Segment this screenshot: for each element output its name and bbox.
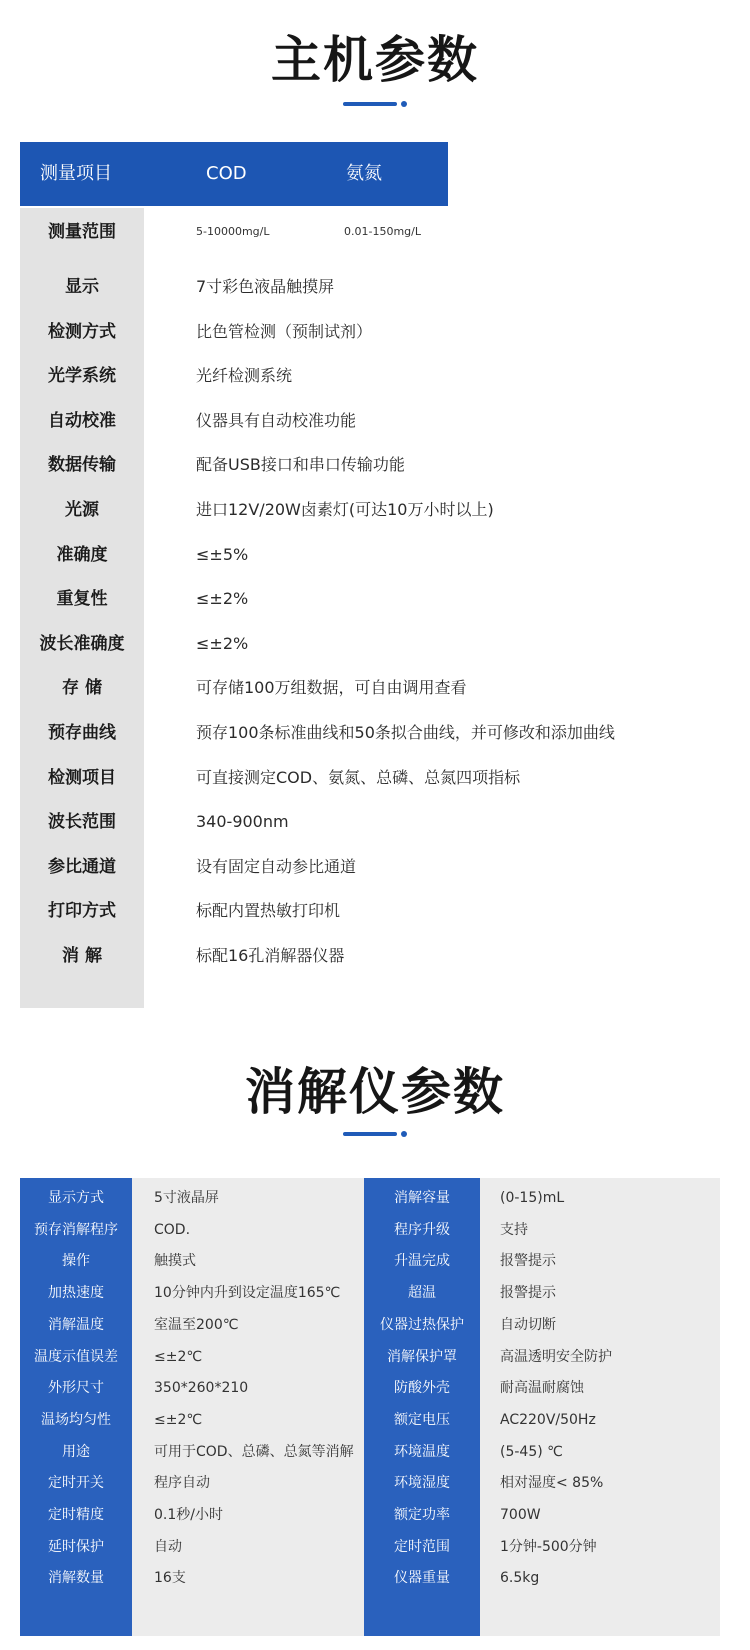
header-item-label: 测量项目 xyxy=(40,163,112,184)
title-underline xyxy=(343,102,407,106)
param-label: 额定功率 xyxy=(394,1507,450,1523)
param-row xyxy=(20,847,720,887)
param-row xyxy=(20,624,720,664)
range-ammonia: 0.01-150mg/L xyxy=(344,225,421,238)
param-label: 超温 xyxy=(408,1285,436,1302)
param-value: 标配16孔消解器仪器 xyxy=(196,946,345,965)
left-param-row xyxy=(20,1182,364,1214)
right-param-row xyxy=(364,1467,720,1499)
param-row xyxy=(20,802,720,842)
right-param-row xyxy=(364,1436,720,1468)
param-label: 存 储 xyxy=(62,678,102,699)
param-value: ≤±2℃ xyxy=(154,1411,203,1428)
param-row xyxy=(20,579,720,619)
param-label: 温度示值误差 xyxy=(34,1348,118,1365)
param-row xyxy=(20,891,720,931)
param-label: 检测项目 xyxy=(48,767,116,788)
param-value: 相对湿度< 85% xyxy=(500,1475,604,1492)
left-param-row xyxy=(20,1372,364,1404)
param-label: 环境湿度 xyxy=(394,1475,450,1492)
right-param-row xyxy=(364,1404,720,1436)
right-param-row xyxy=(364,1309,720,1341)
left-param-row xyxy=(20,1245,364,1277)
param-value: 10分钟内升到设定温度165℃ xyxy=(154,1285,341,1302)
param-value: 预存100条标准曲线和50条拟合曲线，并可修改和添加曲线 xyxy=(196,723,615,742)
param-label: 外形尺寸 xyxy=(48,1380,104,1397)
title-underline xyxy=(343,1132,407,1136)
digester-params-table xyxy=(20,1178,720,1636)
param-value: 自动 xyxy=(154,1538,182,1555)
param-label: 操作 xyxy=(62,1253,90,1270)
param-label: 定时开关 xyxy=(48,1475,104,1492)
param-value: 比色管检测（预制试剂） xyxy=(196,321,373,341)
param-row xyxy=(20,267,720,307)
param-value: 7寸彩色液晶触摸屏 xyxy=(196,277,335,296)
param-row xyxy=(20,936,720,976)
param-value: 700W xyxy=(500,1507,541,1523)
param-value: 自动切断 xyxy=(500,1316,556,1333)
left-param-row xyxy=(20,1277,364,1309)
param-label: 波长准确度 xyxy=(39,633,125,654)
param-label: 数据传输 xyxy=(48,455,116,476)
range-row xyxy=(20,212,720,252)
param-label: 消 解 xyxy=(62,946,102,966)
digester-params-title: 消解仪参数 xyxy=(245,1063,505,1121)
param-label: 预存曲线 xyxy=(48,723,116,743)
param-value: 6.5kg xyxy=(500,1570,540,1587)
param-label: 重复性 xyxy=(56,589,108,610)
param-value: 标配内置热敏打印机 xyxy=(196,901,341,921)
param-value: 可存储100万组数据，可自由调用查看 xyxy=(196,678,467,698)
param-value: 耐高温耐腐蚀 xyxy=(500,1380,584,1397)
param-label: 显示 xyxy=(65,277,99,297)
param-value: 5寸液晶屏 xyxy=(154,1190,219,1206)
param-value: 高温透明安全防护 xyxy=(500,1348,612,1365)
param-value: 报警提示 xyxy=(500,1253,556,1270)
param-label: 消解保护罩 xyxy=(387,1348,457,1365)
left-param-row xyxy=(20,1341,364,1373)
param-label: 定时范围 xyxy=(394,1538,450,1555)
right-param-row xyxy=(364,1341,720,1373)
param-label: 定时精度 xyxy=(48,1507,104,1523)
param-label: 消解容量 xyxy=(394,1190,450,1206)
param-value: (0-15)mL xyxy=(500,1190,565,1206)
right-param-row xyxy=(364,1499,720,1531)
param-value: 340-900nm xyxy=(196,812,289,832)
param-row xyxy=(20,445,720,485)
param-value: 室温至200℃ xyxy=(154,1316,239,1333)
left-param-row xyxy=(20,1531,364,1563)
param-label: 检测方式 xyxy=(48,321,116,342)
param-label: 防酸外壳 xyxy=(394,1380,450,1397)
left-param-row xyxy=(20,1436,364,1468)
right-param-row xyxy=(364,1277,720,1309)
param-label: 光源 xyxy=(65,500,99,520)
param-value: ≤±2% xyxy=(196,633,249,653)
param-label: 加热速度 xyxy=(48,1285,104,1302)
param-row xyxy=(20,713,720,753)
left-param-row xyxy=(20,1309,364,1341)
param-value: COD. xyxy=(154,1221,191,1238)
param-label: 温场均匀性 xyxy=(41,1411,111,1428)
right-param-row xyxy=(364,1245,720,1277)
param-value: 程序自动 xyxy=(154,1475,210,1492)
param-value: 16支 xyxy=(154,1570,186,1587)
param-row xyxy=(20,490,720,530)
param-value: ≤±5% xyxy=(196,544,249,564)
param-value: 支持 xyxy=(500,1221,528,1238)
param-label: 升温完成 xyxy=(394,1253,450,1270)
param-row xyxy=(20,535,720,575)
param-value: 可用于COD、总磷、总氮等消解 xyxy=(154,1443,354,1460)
param-label: 环境温度 xyxy=(394,1443,450,1460)
param-label: 参比通道 xyxy=(48,856,116,877)
param-value: 报警提示 xyxy=(500,1285,556,1302)
param-label: 延时保护 xyxy=(48,1538,104,1555)
param-label: 预存消解程序 xyxy=(34,1221,118,1238)
row-label: 测量范围 xyxy=(48,222,116,242)
param-value: ≤±2% xyxy=(196,589,249,609)
param-value: (5-45) ℃ xyxy=(500,1443,563,1460)
range-cod: 5-10000mg/L xyxy=(196,225,270,238)
left-param-row xyxy=(20,1499,364,1531)
param-value: 1分钟-500分钟 xyxy=(500,1538,597,1555)
param-row xyxy=(20,356,720,396)
param-label: 消解数量 xyxy=(48,1570,104,1587)
right-param-row xyxy=(364,1372,720,1404)
param-label: 打印方式 xyxy=(48,901,116,922)
param-value: 配备USB接口和串口传输功能 xyxy=(196,455,405,475)
param-label: 仪器过热保护 xyxy=(380,1316,464,1333)
param-label: 程序升级 xyxy=(394,1221,450,1238)
left-param-row xyxy=(20,1467,364,1499)
host-params-header xyxy=(20,142,448,206)
param-row xyxy=(20,758,720,798)
param-value: 光纤检测系统 xyxy=(196,366,293,386)
right-param-row xyxy=(364,1531,720,1563)
param-value: ≤±2℃ xyxy=(154,1348,203,1365)
left-param-row xyxy=(20,1214,364,1246)
param-value: 仪器具有自动校准功能 xyxy=(196,410,357,430)
param-label: 准确度 xyxy=(56,544,108,565)
right-param-row xyxy=(364,1562,720,1594)
header-col-ammonia: 氨氮 xyxy=(346,163,382,184)
param-label: 光学系统 xyxy=(48,366,116,387)
param-label: 用途 xyxy=(62,1443,90,1460)
param-label: 自动校准 xyxy=(48,410,116,431)
param-value: 0.1秒/小时 xyxy=(154,1507,223,1523)
param-label: 仪器重量 xyxy=(394,1570,450,1587)
param-label: 消解温度 xyxy=(48,1316,104,1333)
left-param-row xyxy=(20,1562,364,1594)
param-value: 可直接测定COD、氨氮、总磷、总氮四项指标 xyxy=(196,767,521,787)
param-value: 触摸式 xyxy=(154,1253,196,1270)
header-col-cod: COD xyxy=(206,163,247,184)
right-param-row xyxy=(364,1182,720,1214)
param-value: 设有固定自动参比通道 xyxy=(196,856,357,876)
param-value: 350*260*210 xyxy=(154,1380,249,1397)
host-params-title: 主机参数 xyxy=(271,31,479,89)
param-row xyxy=(20,401,720,441)
param-row xyxy=(20,668,720,708)
param-row xyxy=(20,312,720,352)
param-label: 额定电压 xyxy=(394,1411,450,1428)
right-param-row xyxy=(364,1214,720,1246)
param-value: 进口12V/20W卤素灯(可达10万小时以上) xyxy=(196,500,494,519)
param-value: AC220V/50Hz xyxy=(500,1411,596,1428)
param-label: 波长范围 xyxy=(48,812,116,833)
param-label: 显示方式 xyxy=(48,1190,104,1206)
left-param-row xyxy=(20,1404,364,1436)
